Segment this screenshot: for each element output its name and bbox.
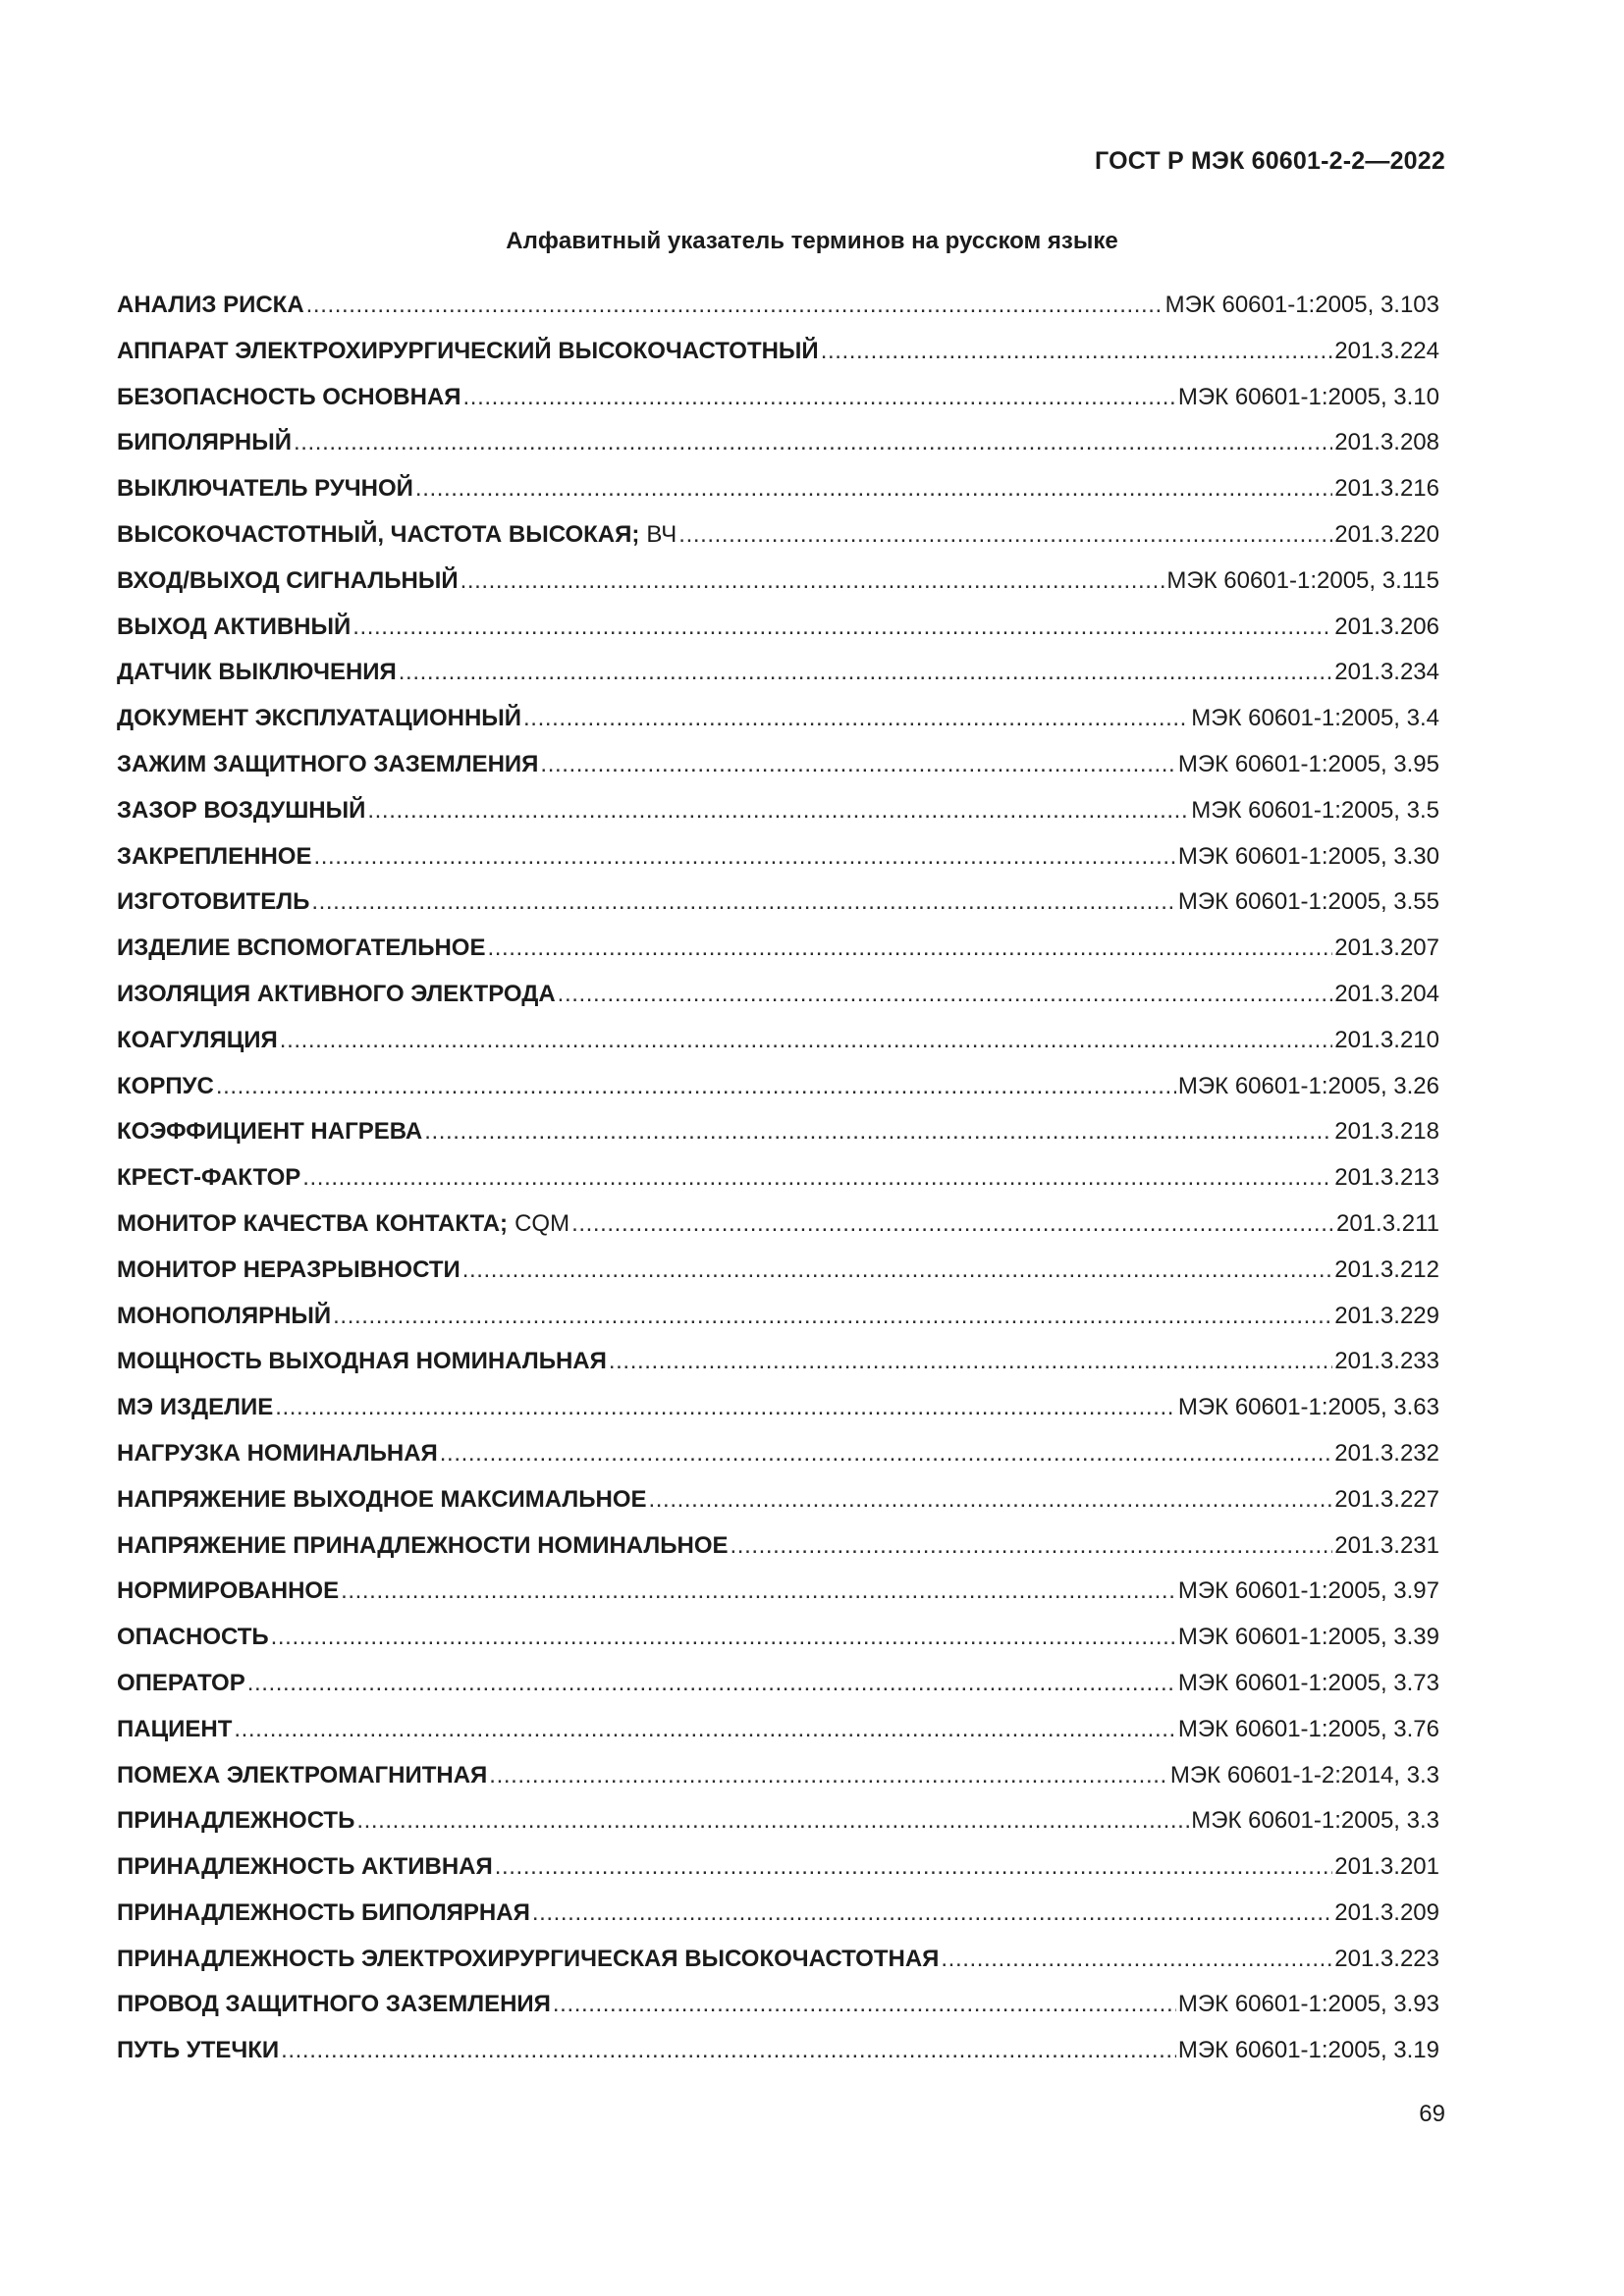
index-entry <box>117 880 1439 926</box>
term-index-list <box>117 283 1439 2074</box>
index-entry <box>117 926 1439 972</box>
index-term: ДАТЧИК ВЫКЛЮЧЕНИЯ <box>117 659 397 686</box>
index-entry <box>117 1982 1439 2028</box>
dot-leader <box>216 1064 1176 1110</box>
index-entry <box>117 1844 1439 1891</box>
dot-leader <box>280 1018 1332 1064</box>
index-entry <box>117 1937 1439 1983</box>
index-reference: МЭК 60601-1:2005, 3.55 <box>1177 888 1439 916</box>
index-entry <box>117 605 1439 651</box>
index-reference: 201.3.216 <box>1334 475 1439 503</box>
index-term: ЗАЖИМ ЗАЩИТНОГО ЗАЗЕМЛЕНИЯ <box>117 750 539 777</box>
index-reference: МЭК 60601-1-2:2014, 3.3 <box>1169 1761 1439 1789</box>
dot-leader <box>821 329 1333 375</box>
index-term: КОЭФФИЦИЕНТ НАГРЕВА <box>117 1118 423 1146</box>
index-reference: 201.3.229 <box>1334 1302 1439 1329</box>
index-reference: МЭК 60601-1:2005, 3.5 <box>1191 796 1439 824</box>
index-entry <box>117 1109 1439 1155</box>
dot-leader <box>649 1477 1333 1523</box>
dot-leader <box>367 788 1189 834</box>
dot-leader <box>463 375 1176 421</box>
index-reference: 201.3.212 <box>1334 1255 1439 1283</box>
index-term-abbreviation: ВЧ <box>646 520 677 548</box>
index-entry <box>117 1431 1439 1477</box>
index-reference: МЭК 60601-1:2005, 3.4 <box>1191 705 1439 732</box>
dot-leader <box>234 1707 1176 1753</box>
index-reference: 201.3.224 <box>1334 337 1439 364</box>
index-entry <box>117 1018 1439 1064</box>
dot-leader <box>495 1844 1332 1891</box>
index-reference: 201.3.204 <box>1334 980 1439 1007</box>
index-term: НОРМИРОВАННОЕ <box>117 1577 340 1605</box>
index-entry <box>117 512 1439 559</box>
index-term: НАПРЯЖЕНИЕ ВЫХОДНОЕ МАКСИМАЛЬНОЕ <box>117 1485 647 1513</box>
index-reference: 201.3.234 <box>1334 659 1439 686</box>
index-term: ВЫКЛЮЧАТЕЛЬ РУЧНОЙ <box>117 475 413 503</box>
index-term: ДОКУМЕНТ ЭКСПЛУАТАЦИОННЫЙ <box>117 705 522 732</box>
index-reference: МЭК 60601-1:2005, 3.30 <box>1177 842 1439 870</box>
index-term: МОНОПОЛЯРНЫЙ <box>117 1302 332 1329</box>
dot-leader <box>333 1294 1332 1340</box>
index-entry <box>117 1798 1439 1844</box>
dot-leader <box>678 512 1332 559</box>
index-reference: 201.3.233 <box>1334 1348 1439 1375</box>
index-entry <box>117 466 1439 512</box>
dot-leader <box>311 880 1176 926</box>
dot-leader <box>341 1569 1176 1615</box>
index-reference: МЭК 60601-1:2005, 3.73 <box>1177 1669 1439 1696</box>
index-term: КОАГУЛЯЦИЯ <box>117 1026 278 1053</box>
index-term: МОЩНОСТЬ ВЫХОДНАЯ НОМИНАЛЬНАЯ <box>117 1348 607 1375</box>
index-reference: МЭК 60601-1:2005, 3.10 <box>1177 383 1439 410</box>
index-entry <box>117 1339 1439 1385</box>
index-term: НАГРУЗКА НОМИНАЛЬНАЯ <box>117 1439 438 1467</box>
index-entry <box>117 650 1439 696</box>
index-term: ОПЕРАТОР <box>117 1669 245 1696</box>
index-reference: 201.3.210 <box>1334 1026 1439 1053</box>
dot-leader <box>352 605 1332 651</box>
index-term: АППАРАТ ЭЛЕКТРОХИРУРГИЧЕСКИЙ ВЫСОКОЧАСТОТНЫЙ <box>117 337 819 364</box>
index-term: МЭ ИЗДЕЛИЕ <box>117 1394 274 1421</box>
index-entry <box>117 329 1439 375</box>
dot-leader <box>247 1661 1176 1707</box>
dot-leader <box>523 696 1189 742</box>
dot-leader <box>399 650 1332 696</box>
index-term: КРЕСТ-ФАКТОР <box>117 1164 301 1192</box>
index-entry <box>117 1569 1439 1615</box>
dot-leader <box>731 1523 1333 1570</box>
page-number: 69 <box>1419 2101 1445 2127</box>
index-reference: 201.3.207 <box>1334 934 1439 962</box>
index-entry <box>117 420 1439 466</box>
index-reference: МЭК 60601-1:2005, 3.115 <box>1166 566 1439 594</box>
dot-leader <box>558 972 1333 1018</box>
index-reference: МЭК 60601-1:2005, 3.26 <box>1177 1072 1439 1099</box>
index-term: ПУТЬ УТЕЧКИ <box>117 2037 280 2064</box>
dot-leader <box>281 2028 1176 2074</box>
index-term-abbreviation: CQM <box>514 1209 570 1237</box>
index-term: ПРИНАДЛЕЖНОСТЬ ЭЛЕКТРОХИРУРГИЧЕСКАЯ ВЫСОКОЧАСТОТНАЯ <box>117 1945 940 1972</box>
dot-leader <box>553 1982 1176 2028</box>
index-term: ЗАКРЕПЛЕННОЕ <box>117 842 312 870</box>
index-reference: МЭК 60601-1:2005, 3.3 <box>1191 1807 1439 1835</box>
index-term: ПРИНАДЛЕЖНОСТЬ БИПОЛЯРНАЯ <box>117 1898 530 1926</box>
index-entry <box>117 375 1439 421</box>
index-entry <box>117 742 1439 788</box>
index-reference: МЭК 60601-1:2005, 3.39 <box>1177 1624 1439 1651</box>
dot-leader <box>275 1385 1176 1431</box>
index-reference: МЭК 60601-1:2005, 3.97 <box>1177 1577 1439 1605</box>
index-term: ЗАЗОР ВОЗДУШНЫЙ <box>117 796 366 824</box>
index-reference: 201.3.218 <box>1334 1118 1439 1146</box>
index-reference: 201.3.232 <box>1334 1439 1439 1467</box>
index-term: ПАЦИЕНТ <box>117 1715 233 1742</box>
index-entry <box>117 559 1439 605</box>
index-term: НАПРЯЖЕНИЕ ПРИНАДЛЕЖНОСТИ НОМИНАЛЬНОЕ <box>117 1531 729 1559</box>
dot-leader <box>571 1201 1334 1248</box>
index-reference: 201.3.211 <box>1336 1209 1439 1237</box>
index-term: ПРИНАДЛЕЖНОСТЬ <box>117 1807 355 1835</box>
dot-leader <box>306 283 1164 329</box>
dot-leader <box>415 466 1332 512</box>
index-entry <box>117 1248 1439 1294</box>
dot-leader <box>941 1937 1332 1983</box>
index-term: ПОМЕХА ЭЛЕКТРОМАГНИТНАЯ <box>117 1761 488 1789</box>
index-term: ВЫХОД АКТИВНЫЙ <box>117 613 352 640</box>
dot-leader <box>356 1798 1189 1844</box>
index-entry <box>117 1753 1439 1799</box>
index-reference: МЭК 60601-1:2005, 3.19 <box>1177 2037 1439 2064</box>
index-entry <box>117 1477 1439 1523</box>
index-reference: 201.3.220 <box>1334 520 1439 548</box>
index-entry <box>117 1385 1439 1431</box>
index-entry <box>117 2028 1439 2074</box>
index-entry <box>117 283 1439 329</box>
index-term: АНАЛИЗ РИСКА <box>117 292 304 318</box>
index-entry <box>117 696 1439 742</box>
index-reference: 201.3.231 <box>1334 1531 1439 1559</box>
dot-leader <box>271 1615 1176 1661</box>
index-entry <box>117 1201 1439 1248</box>
dot-leader <box>313 834 1175 881</box>
dot-leader <box>440 1431 1332 1477</box>
index-reference: 201.3.208 <box>1334 429 1439 456</box>
index-title: Алфавитный указатель терминов на русском языке <box>506 228 1118 254</box>
index-term: МОНИТОР КАЧЕСТВА КОНТАКТА; <box>117 1209 509 1237</box>
index-entry <box>117 788 1439 834</box>
index-term: ИЗОЛЯЦИЯ АКТИВНОГО ЭЛЕКТРОДА <box>117 980 556 1007</box>
index-entry <box>117 1707 1439 1753</box>
index-term: ПРОВОД ЗАЩИТНОГО ЗАЗЕМЛЕНИЯ <box>117 1991 551 2018</box>
index-entry <box>117 1064 1439 1110</box>
dot-leader <box>540 742 1176 788</box>
index-term: ИЗГОТОВИТЕЛЬ <box>117 888 310 916</box>
index-term: ПРИНАДЛЕЖНОСТЬ АКТИВНАЯ <box>117 1853 493 1881</box>
index-reference: 201.3.223 <box>1334 1945 1439 1972</box>
index-term: ВХОД/ВЫХОД СИГНАЛЬНЫЙ <box>117 566 459 594</box>
dot-leader <box>294 420 1332 466</box>
dot-leader <box>424 1109 1332 1155</box>
dot-leader <box>460 559 1165 605</box>
dot-leader <box>302 1155 1332 1201</box>
index-reference: 201.3.209 <box>1334 1898 1439 1926</box>
index-reference: МЭК 60601-1:2005, 3.95 <box>1177 750 1439 777</box>
index-reference: МЭК 60601-1:2005, 3.93 <box>1177 1991 1439 2018</box>
dot-leader <box>532 1891 1332 1937</box>
document-code: ГОСТ Р МЭК 60601-2-2—2022 <box>1095 147 1445 175</box>
index-entry <box>117 1294 1439 1340</box>
dot-leader <box>609 1339 1332 1385</box>
index-reference: 201.3.201 <box>1334 1853 1439 1881</box>
index-term: КОРПУС <box>117 1072 214 1099</box>
index-entry <box>117 1523 1439 1570</box>
index-entry <box>117 1661 1439 1707</box>
index-reference: 201.3.213 <box>1334 1164 1439 1192</box>
index-reference: МЭК 60601-1:2005, 3.103 <box>1164 292 1439 318</box>
index-entry <box>117 834 1439 881</box>
index-reference: МЭК 60601-1:2005, 3.63 <box>1177 1394 1439 1421</box>
index-entry <box>117 1891 1439 1937</box>
index-entry <box>117 972 1439 1018</box>
index-term: БЕЗОПАСНОСТЬ ОСНОВНАЯ <box>117 383 461 410</box>
dot-leader <box>487 926 1332 972</box>
index-reference: 201.3.227 <box>1334 1485 1439 1513</box>
index-term: ОПАСНОСТЬ <box>117 1624 269 1651</box>
index-term: ИЗДЕЛИЕ ВСПОМОГАТЕЛЬНОЕ <box>117 934 486 962</box>
index-reference: МЭК 60601-1:2005, 3.76 <box>1177 1715 1439 1742</box>
index-term: МОНИТОР НЕРАЗРЫВНОСТИ <box>117 1255 460 1283</box>
index-entry <box>117 1615 1439 1661</box>
dot-leader <box>462 1248 1332 1294</box>
index-reference: 201.3.206 <box>1334 613 1439 640</box>
index-term: ВЫСОКОЧАСТОТНЫЙ, ЧАСТОТА ВЫСОКАЯ; <box>117 520 640 548</box>
index-term: БИПОЛЯРНЫЙ <box>117 429 292 456</box>
index-entry <box>117 1155 1439 1201</box>
dot-leader <box>489 1753 1168 1799</box>
